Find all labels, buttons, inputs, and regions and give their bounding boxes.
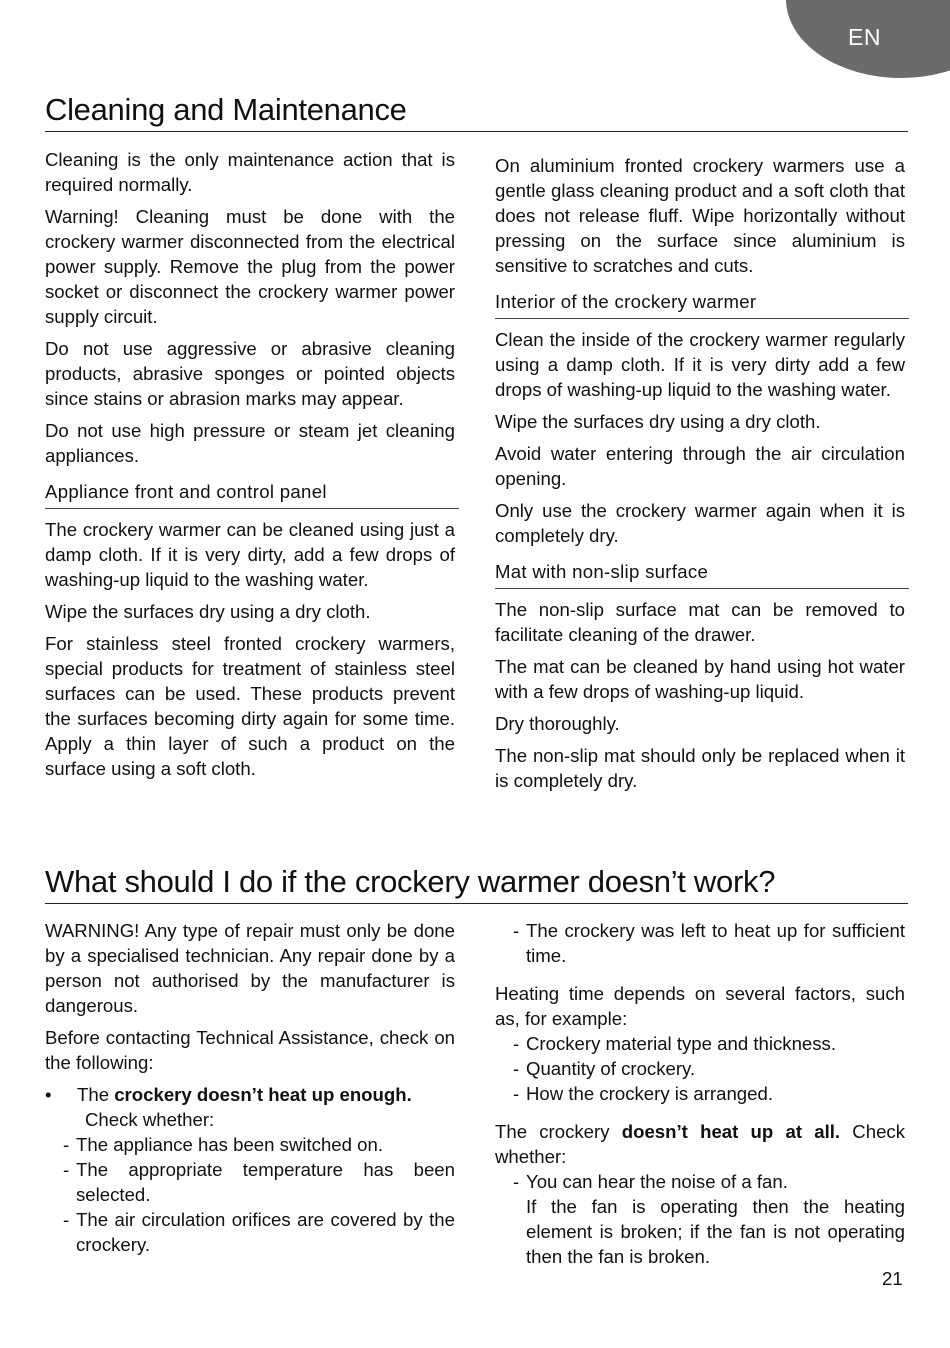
list-item-text: The air circulation orifices are covered by the crockery. — [76, 1209, 455, 1255]
section-title-troubleshooting: What should I do if the crockery warmer doesn’t work? — [45, 864, 776, 899]
dash-marker: - — [513, 1083, 520, 1104]
paragraph-no-heat — [495, 1119, 905, 1169]
subheading-front-panel: Appliance front and control panel — [45, 479, 459, 509]
dash-marker: - — [513, 1171, 520, 1192]
paragraph: Dry thoroughly. — [495, 713, 620, 734]
bullet-check-whether: Check whether: — [85, 1109, 215, 1130]
paragraph: The non-slip mat should only be replaced when it is completely dry. — [495, 745, 905, 791]
fan-check-list — [495, 1169, 905, 1194]
paragraph: The mat can be cleaned by hand using hot water with a few drops of washing-up liquid. — [495, 656, 905, 702]
paragraph: Before contacting Technical Assistance, check on the following: — [45, 1027, 455, 1073]
section-title-cleaning: Cleaning and Maintenance — [45, 92, 407, 127]
language-label: EN — [848, 24, 881, 50]
list-item — [513, 1056, 905, 1081]
paragraph: For stainless steel fronted crockery warmers, special products for treatment of stainless steel surfaces can be used. These products prevent the surfaces becoming dirty again for some time. Apply a thin layer of such a product on the surface using a soft cloth. — [45, 633, 455, 779]
cleaning-left-column — [45, 147, 455, 788]
paragraph: Cleaning is the only maintenance action that is required normally. — [45, 149, 455, 195]
list-item-text: How the crockery is arranged. — [526, 1083, 773, 1104]
dash-marker: - — [63, 1159, 70, 1180]
dash-marker: - — [63, 1209, 70, 1230]
text-post: Check whether: — [495, 1121, 906, 1167]
dash-marker: - — [513, 920, 520, 941]
check-list — [45, 1132, 455, 1257]
paragraph: Heating time depends on several factors, such as, for example: — [495, 983, 905, 1029]
fan-note: If the fan is operating then the heating element is broken; if the fan is not operating then the fan is broken. — [526, 1196, 905, 1267]
list-item-text: Quantity of crockery. — [526, 1058, 696, 1079]
paragraph: Wipe the surfaces dry using a dry cloth. — [45, 601, 371, 622]
text-pre: The crockery — [495, 1121, 622, 1142]
list-item — [513, 1081, 905, 1106]
troubleshooting-left-column — [45, 918, 455, 1257]
troubleshooting-right-column — [495, 918, 905, 1269]
bullet-not-enough-heat — [45, 1082, 455, 1107]
bullet-text-bold: crockery doesn’t heat up enough. — [114, 1084, 412, 1105]
factor-list — [495, 1031, 905, 1106]
paragraph: Do not use aggressive or abrasive cleaning products, abrasive sponges or pointed objects since stains or abrasion marks may appear. — [45, 338, 455, 409]
paragraph: The crockery warmer can be cleaned using just a damp cloth. If it is very dirty, add a few drops of washing-up liquid to the washing water. — [45, 519, 455, 590]
dash-marker: - — [513, 1058, 520, 1079]
list-item-text: Crockery material type and thickness. — [526, 1033, 837, 1054]
title-rule — [45, 903, 908, 904]
list-item-text: You can hear the noise of a fan. — [526, 1171, 788, 1192]
paragraph: Avoid water entering through the air circulation opening. — [495, 443, 905, 489]
text-bold: doesn’t heat up at all. — [621, 1121, 841, 1142]
dash-marker: - — [513, 1033, 520, 1054]
list-item-text: The appliance has been switched on. — [76, 1134, 384, 1155]
list-item — [63, 1132, 455, 1157]
subheading-interior: Interior of the crockery warmer — [495, 289, 909, 319]
list-item — [63, 1207, 455, 1257]
paragraph: Do not use high pressure or steam jet cleaning appliances. — [45, 420, 455, 466]
list-item — [513, 918, 905, 968]
cleaning-right-column — [495, 153, 905, 800]
paragraph: Wipe the surfaces dry using a dry cloth. — [495, 411, 821, 432]
paragraph: Clean the inside of the crockery warmer regularly using a damp cloth. If it is very dirty add a few drops of washing-up liquid to the washing water. — [495, 329, 905, 400]
paragraph: WARNING! Any type of repair must only be done by a specialised technician. Any repair done by a person not authorised by the manufacturer is dangerous. — [45, 920, 455, 1016]
subheading-mat: Mat with non-slip surface — [495, 559, 909, 589]
page-number: 21 — [882, 1268, 903, 1289]
title-rule — [45, 131, 908, 132]
list-item-text: The crockery was left to heat up for sufficient time. — [526, 920, 905, 966]
check-list-continued — [495, 918, 905, 968]
bullet-text-pre: The — [77, 1084, 115, 1105]
list-item — [513, 1031, 905, 1056]
dash-marker: - — [63, 1134, 70, 1155]
paragraph: Only use the crockery warmer again when it is completely dry. — [495, 500, 905, 546]
bullet-marker: • — [45, 1084, 52, 1105]
paragraph: Warning! Cleaning must be done with the crockery warmer disconnected from the electrical power supply. Remove the plug from the power socket or disconnect the crockery warmer power supply circuit. — [45, 206, 455, 327]
list-item — [63, 1157, 455, 1207]
paragraph: The non-slip surface mat can be removed to facilitate cleaning of the drawer. — [495, 599, 905, 645]
list-item-text: The appropriate temperature has been selected. — [76, 1159, 455, 1205]
list-item — [513, 1169, 905, 1194]
paragraph: On aluminium fronted crockery warmers use a gentle glass cleaning product and a soft cloth that does not release fluff. Wipe horizontally without pressing on the surface since aluminium is sensitive to scratches and cuts. — [495, 155, 905, 276]
